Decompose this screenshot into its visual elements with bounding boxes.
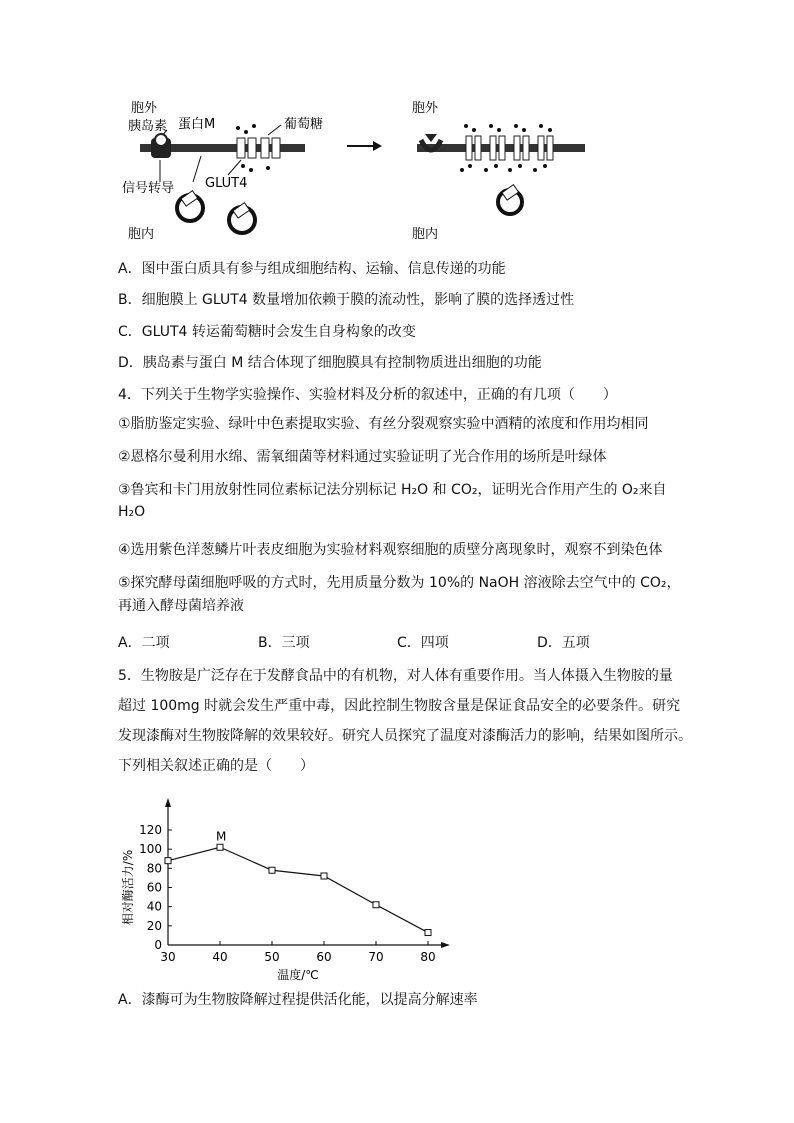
- enzyme-activity-chart: [118, 795, 458, 985]
- q5-line-4: 下列相关叙述正确的是（ ）: [118, 758, 314, 774]
- q4-item-5: ⑤探究酵母菌细胞呼吸的方式时，先用质量分数为 10%的 NaOH 溶液除去空气中的 CO₂，: [118, 575, 681, 591]
- data-point: [321, 873, 327, 879]
- q4-item-3: ③鲁宾和卡门用放射性同位素标记法分别标记 H₂O 和 CO₂，证明光合作用产生的 O₂来自: [118, 482, 667, 498]
- q4-item-5-cont: 再通入酵母菌培养液: [118, 598, 244, 614]
- q3-option-a: A．图中蛋白质具有参与组成细胞结构、运输、信息传递的功能: [118, 261, 506, 277]
- protein-m-label: 蛋白M: [178, 117, 216, 132]
- q3-option-d: D．胰岛素与蛋白 M 结合体现了细胞膜具有控制物质进出细胞的功能: [118, 355, 542, 371]
- q4-option-c: C．四项: [397, 635, 449, 651]
- left-inside-label: 胞内: [128, 227, 155, 242]
- y-tick-label: 40: [146, 899, 162, 914]
- q4-option-d: D．五项: [537, 635, 590, 651]
- y-axis-label: 相对酶活力/%: [121, 849, 135, 926]
- q4-item-4: ④选用紫色洋葱鳞片叶表皮细胞为实验材料观察细胞的质壁分离现象时，观察不到染色体: [118, 542, 663, 558]
- x-axis-arrow: [441, 942, 450, 948]
- signal-label: 信号转导: [122, 181, 175, 196]
- q4-stem: 4．下列关于生物学实验操作、实验材料及分析的叙述中，正确的有几项（ ）: [118, 387, 617, 403]
- q3-option-c: C．GLUT4 转运葡萄糖时会发生自身构象的改变: [118, 324, 416, 340]
- right-panel: [412, 101, 585, 242]
- y-tick-label: 20: [146, 918, 162, 933]
- glut4-label: GLUT4: [205, 176, 248, 191]
- q4-option-b: B．三项: [258, 635, 310, 651]
- data-point: [217, 844, 223, 850]
- x-tick-label: 40: [212, 950, 228, 964]
- x-tick-label: 50: [264, 950, 280, 964]
- q5-line-2: 超过 100mg 时就会发生严重中毒，因此控制生物胺含量是保证食品安全的必要条件。研究: [118, 698, 681, 714]
- y-tick-label: 0: [154, 938, 162, 952]
- transition-arrow: [347, 141, 382, 151]
- x-axis-label: 温度/℃: [277, 968, 319, 982]
- right-outside-label: 胞外: [412, 101, 439, 116]
- x-tick-label: 80: [420, 950, 436, 964]
- x-tick-label: 70: [368, 950, 384, 964]
- insulin-shape: [155, 134, 167, 146]
- q3-option-b: B．细胞膜上 GLUT4 数量增加依赖于膜的流动性，影响了膜的选择透过性: [118, 292, 575, 308]
- series-line: [168, 847, 428, 932]
- data-points: [165, 844, 431, 935]
- right-inside-label: 胞内: [412, 227, 439, 242]
- peak-annotation: M: [216, 829, 227, 844]
- q5-option-a: A．漆酶可为生物胺降解过程提供活化能，以提高分解速率: [118, 992, 478, 1008]
- data-point: [425, 930, 431, 936]
- x-tick-label: 30: [160, 950, 176, 964]
- q4-option-a: A．二项: [118, 635, 170, 651]
- q4-item-3-cont: H₂O: [118, 504, 146, 520]
- q4-item-1: ①脂肪鉴定实验、绿叶中色素提取实验、有丝分裂观察实验中酒精的浓度和作用均相同: [118, 416, 649, 432]
- left-panel: [122, 101, 323, 242]
- y-ticks: [139, 823, 172, 952]
- data-point: [269, 867, 275, 873]
- y-tick-label: 100: [139, 842, 162, 857]
- chart-axes: [165, 798, 450, 948]
- y-axis-arrow: [165, 798, 171, 807]
- y-tick-label: 120: [139, 823, 162, 837]
- q5-line-1: 5．生物胺是广泛存在于发酵食品中的有机物，对人体有重要作用。当人体摄入生物胺的量: [118, 668, 673, 684]
- data-point: [373, 902, 379, 908]
- data-point: [165, 858, 171, 864]
- insulin-label: 胰岛素: [128, 119, 168, 134]
- q5-line-3: 发现漆酶对生物胺降解的效果较好。研究人员探究了温度对漆酶活力的影响，结果如图所示。: [118, 728, 692, 744]
- left-outside-label: 胞外: [131, 101, 158, 116]
- y-tick-label: 60: [146, 880, 162, 895]
- y-tick-label: 80: [146, 861, 162, 876]
- glucose-label: 葡萄糖: [284, 117, 324, 132]
- q4-item-2: ②恩格尔曼利用水绵、需氧细菌等材料通过实验证明了光合作用的场所是叶绿体: [118, 449, 607, 465]
- x-tick-label: 60: [316, 950, 332, 964]
